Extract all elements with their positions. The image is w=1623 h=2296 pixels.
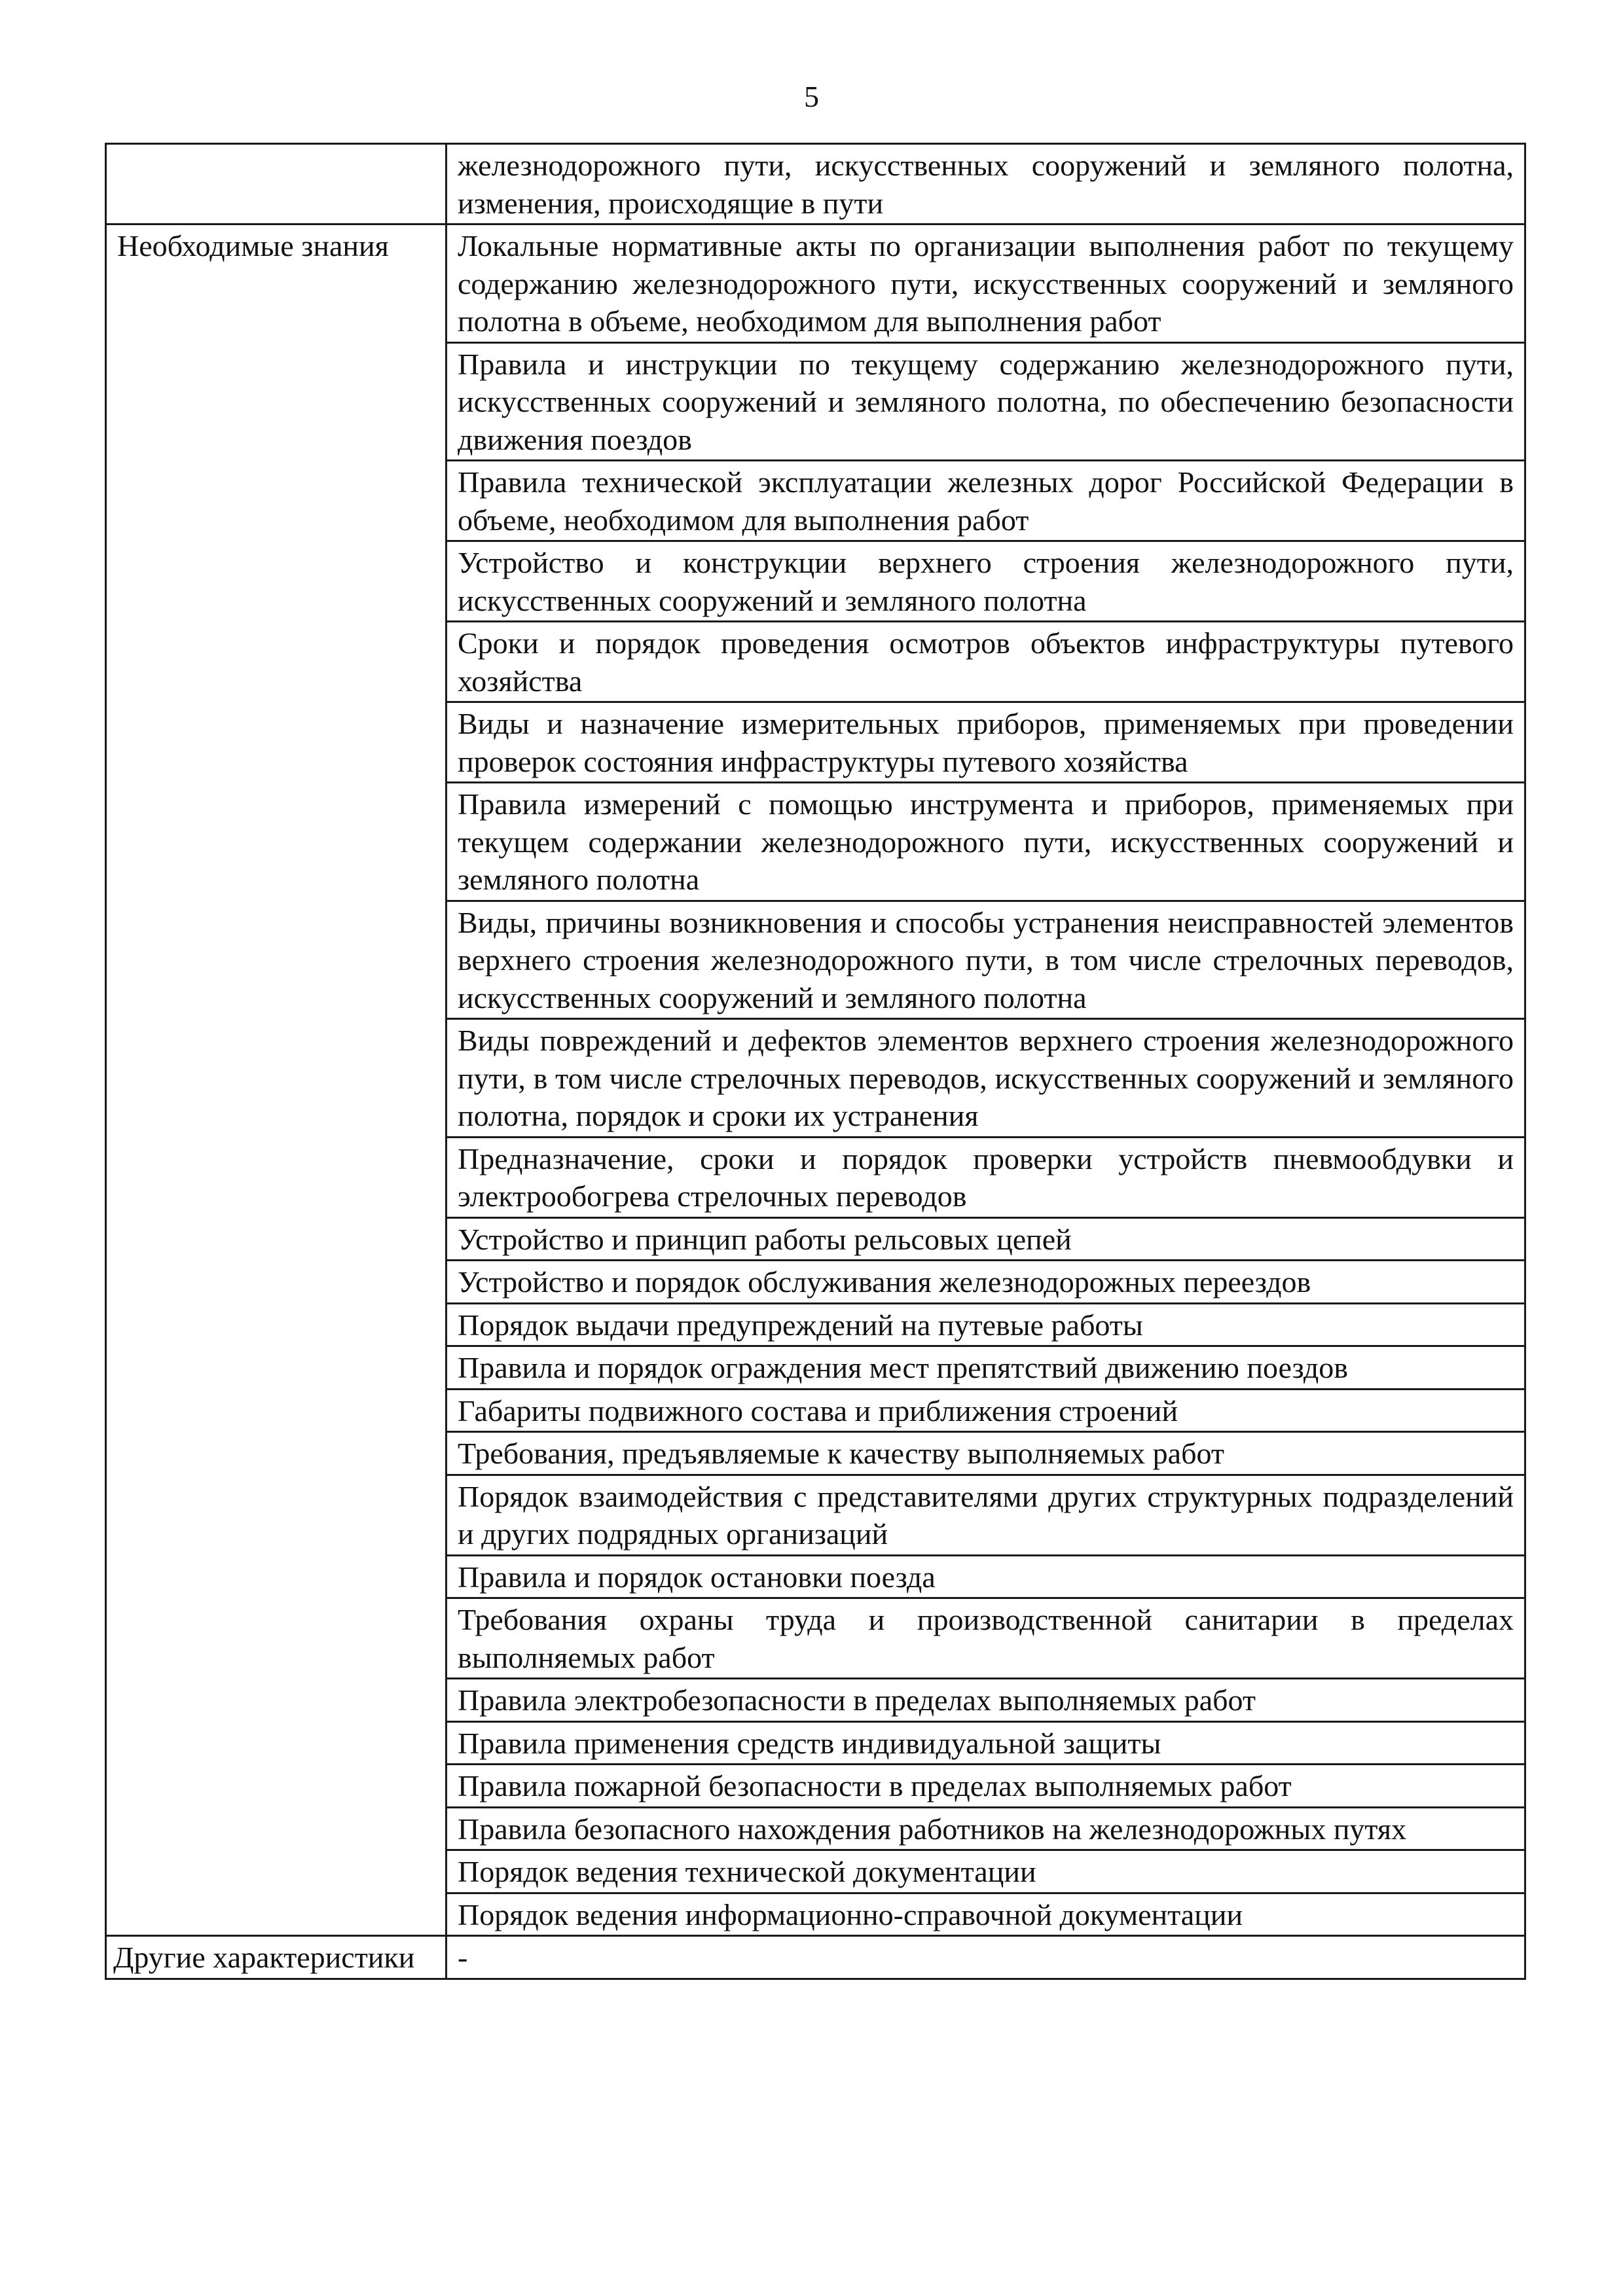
other-label-cell: Другие характеристики (106, 1936, 447, 1979)
knowledge-item: Порядок ведения технической документации (447, 1850, 1525, 1893)
knowledge-item: Сроки и порядок проведения осмотров объектов инфраструктуры путевого хозяйства (447, 622, 1525, 702)
table-body (106, 144, 1525, 1979)
knowledge-item: Виды повреждений и дефектов элементов верхнего строения железнодорожного пути, в том числе стрелочных переводов, искусственных сооружений и земляного полотна, порядок и сроки их устранения (447, 1019, 1525, 1138)
empty-label-cell (106, 144, 447, 224)
knowledge-item: Габариты подвижного состава и приближения строений (447, 1389, 1525, 1432)
continuation-cell: железнодорожного пути, искусственных сооружений и земляного полотна, изменения, происходящие в пути (447, 144, 1525, 224)
knowledge-item: Правила и инструкции по текущему содержанию железнодорожного пути, искусственных сооружений и земляного полотна, по обеспечению безопасности движения поездов (447, 342, 1525, 461)
knowledge-item: Локальные нормативные акты по организации выполнения работ по текущему содержанию железнодорожного пути, искусственных сооружений и земляного полотна в объеме, необходимом для выполнения работ (447, 224, 1525, 343)
knowledge-item: Устройство и конструкции верхнего строения железнодорожного пути, искусственных сооружений и земляного полотна (447, 541, 1525, 622)
knowledge-label-cell: Необходимые знания (106, 224, 447, 1936)
knowledge-item: Виды, причины возникновения и способы устранения неисправностей элементов верхнего строения железнодорожного пути, в том числе стрелочных переводов, искусственных сооружений и земляного полотна (447, 901, 1525, 1019)
table-row-other (106, 1936, 1525, 1979)
knowledge-item: Правила электробезопасности в пределах выполняемых работ (447, 1679, 1525, 1722)
knowledge-item: Правила и порядок ограждения мест препятствий движению поездов (447, 1346, 1525, 1390)
knowledge-item: Предназначение, сроки и порядок проверки устройств пневмообдувки и электрообогрева стрелочных переводов (447, 1137, 1525, 1217)
page-number: 5 (804, 80, 819, 113)
knowledge-item: Требования охраны труда и производственной санитарии в пределах выполняемых работ (447, 1598, 1525, 1679)
knowledge-item: Правила технической эксплуатации железных дорог Российской Федерации в объеме, необходимом для выполнения работ (447, 461, 1525, 541)
knowledge-item: Виды и назначение измерительных приборов, применяемых при проведении проверок состояния инфраструктуры путевого хозяйства (447, 702, 1525, 783)
table-row (106, 224, 1525, 343)
knowledge-table (105, 143, 1526, 1980)
table-row-continuation (106, 144, 1525, 224)
knowledge-item: Правила применения средств индивидуальной защиты (447, 1721, 1525, 1765)
knowledge-item: Правила пожарной безопасности в пределах выполняемых работ (447, 1765, 1525, 1808)
knowledge-item: Порядок выдачи предупреждений на путевые работы (447, 1303, 1525, 1346)
knowledge-item: Правила измерений с помощью инструмента и приборов, применяемых при текущем содержании железнодорожного пути, искусственных сооружений и земляного полотна (447, 783, 1525, 901)
knowledge-item: Устройство и порядок обслуживания железнодорожных переездов (447, 1261, 1525, 1304)
other-value-cell: - (447, 1936, 1525, 1979)
knowledge-item: Требования, предъявляемые к качеству выполняемых работ (447, 1432, 1525, 1475)
knowledge-item: Устройство и принцип работы рельсовых цепей (447, 1217, 1525, 1261)
knowledge-item: Порядок взаимодействия с представителями других структурных подразделений и других подрядных организаций (447, 1475, 1525, 1555)
knowledge-item: Порядок ведения информационно-справочной документации (447, 1893, 1525, 1936)
knowledge-item: Правила и порядок остановки поезда (447, 1555, 1525, 1598)
knowledge-item: Правила безопасного нахождения работников на железнодорожных путях (447, 1807, 1525, 1850)
